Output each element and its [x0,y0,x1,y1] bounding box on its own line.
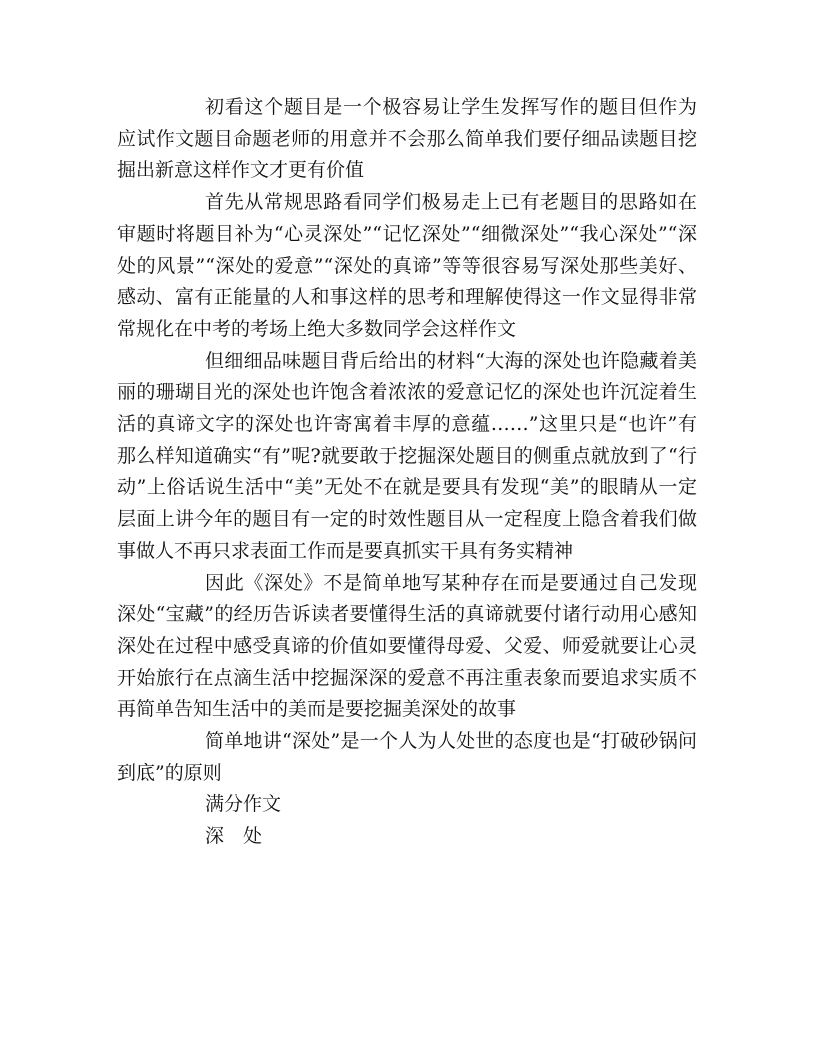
document-body [117,92,697,853]
essay-title: 深 处 [205,825,263,848]
paragraph-summary: 简单地讲“深处”是一个人为人处世的态度也是“打破砂锅问到底”的原则 [117,730,697,784]
paragraph-material-analysis: 但细细品味题目背后给出的材料“大海的深处也许隐藏着美丽的珊瑚目光的深处也许饱含着浓浓的爱意记忆的深处也许沉淀着生活的真谛文字的深处也许寄寓着丰厚的意蕴……”这里只是“也许”有那么样知道确实“有”呢?就要敢于挖掘深处题目的侧重点就放到了“行动”上俗话说生活中“美”无处不在就是要具有发现“美”的眼睛从一定层面上讲今年的题目有一定的时效性题目从一定程度上隐含着我们做事做人不再只求表面工作而是要真抓实干具有务实精神 [117,349,697,562]
section-label: 满分作文 [205,793,282,816]
paragraph-intro: 初看这个题目是一个极容易让学生发挥写作的题目但作为应试作文题目命题老师的用意并不会那么简单我们要仔细品读题目挖掘出新意这样作文才更有价值 [117,96,697,182]
paragraph-writing-guidance: 因此《深处》不是简单地写某种存在而是要通过自己发现深处“宝藏”的经历告诉读者要懂得生活的真谛就要付诸行动用心感知深处在过程中感受真谛的价值如要懂得母爱、父爱、师爱就要让心灵开始旅行在点滴生活中挖掘深深的爱意不再注重表象而要追求实质不再简单告知生活中的美而是要挖掘美深处的故事 [117,571,697,721]
paragraph-conventional-approach: 首先从常规思路看同学们极易走上已有老题目的思路如在审题时将题目补为“心灵深处”“记忆深处”“细微深处”“我心深处”“深处的风景”“深处的爱意”“深处的真谛”等等很容易写深处那些美好、感动、富有正能量的人和事这样的思考和理解使得这一作文显得非常常规化在中考的考场上绝大多数同学会这样作文 [117,191,697,340]
